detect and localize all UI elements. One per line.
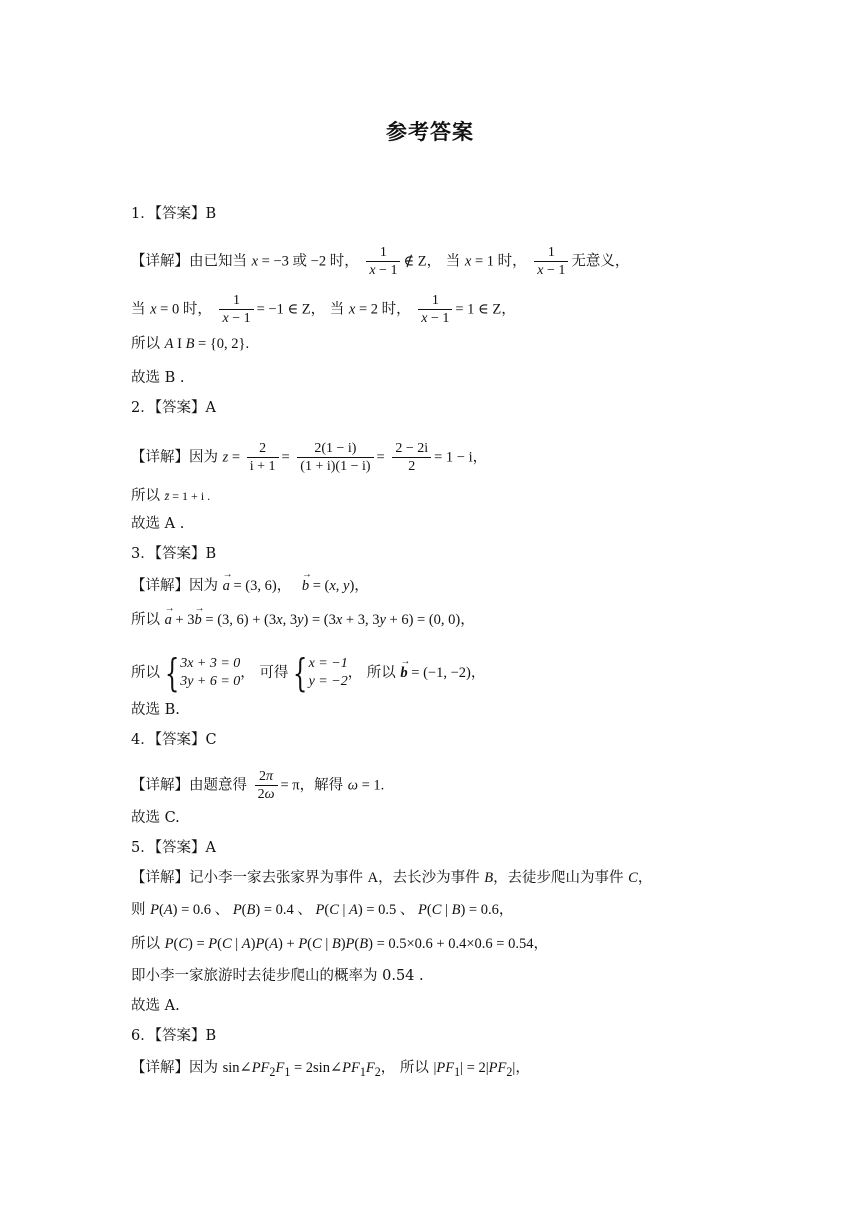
- q1-detail-3: 所以 A I B = {0, 2}.: [131, 336, 250, 352]
- q6-answer: 6．【答案】B: [131, 1028, 217, 1044]
- q2-answer: 2．【答案】A: [131, 400, 216, 416]
- q5-detail-3: 所以 P(C) = P(C | A)P(A) + P(C | B)P(B) = 0.5×0.6 + 0.4×0.6 = 0.54，: [131, 936, 548, 952]
- q4-detail-1: 【详解】由题意得 $\frac{2\pi}{2\omega}$ = π，解得 ω = 1.: [131, 769, 385, 802]
- q3-detail-3: 所以 {3x + 3 = 0 3y + 6 = 0， 可得 {x = −1 y = −2， 所以 b → = (−1, −2)，: [131, 654, 485, 692]
- q2-detail-2: 所以 z̄ = 1 + i .: [131, 488, 211, 504]
- q1-conclusion: 故选 B .: [131, 370, 185, 386]
- q4-answer: 4．【答案】C: [131, 732, 217, 748]
- q2-detail-1: 【详解】因为 z = $\frac{2}{i + 1}$ = $\frac{2(1 - i)}{(1 + i)(1 - i)}$ = $\frac{2 - 2i}{2}$ = 1 − i，: [131, 441, 488, 474]
- q5-conclusion: 故选 A.: [131, 998, 180, 1014]
- q5-detail-4: 即小李一家旅游时去徒步爬山的概率为 0.54 .: [131, 968, 424, 984]
- q3-detail-2: 所以 a → + 3b → = (3, 6) + (3x, 3y) = (3x + 3, 3y + 6) = (0, 0)，: [131, 610, 475, 630]
- q3-conclusion: 故选 B.: [131, 702, 180, 718]
- page-title: 参考答案: [386, 120, 474, 144]
- q5-answer: 5．【答案】A: [131, 840, 216, 856]
- q4-conclusion: 故选 C.: [131, 810, 180, 826]
- q1-detail-2: 当 x = 0 时， $\frac{1}{x - 1}$ = −1 ∈ Z， 当 x = 2 时， $\frac{1}{x - 1}$ = 1 ∈ Z，: [131, 293, 516, 326]
- q6-detail-1: 【详解】因为 $\sin\angle PF_2F_1$ = $2\sin\angle PF_1F_2$， 所以 $|PF_1| = 2|PF_2|$，: [131, 1060, 530, 1079]
- q5-detail-1: 【详解】记小李一家去张家界为事件 A，去长沙为事件 B，去徒步爬山为事件 C，: [131, 870, 653, 886]
- q3-detail-1: 【详解】因为 a → = (3, 6)， b → = (x, y)，: [131, 576, 369, 596]
- q5-detail-2: 则 P(A) = 0.6 、 P(B) = 0.4 、 P(C | A) = 0.5 、 P(C | B) = 0.6，: [131, 902, 514, 918]
- q2-conclusion: 故选 A .: [131, 516, 185, 532]
- q3-answer: 3．【答案】B: [131, 546, 217, 562]
- q1-detail-1: 【详解】由已知当 x = −3 或 −2 时， $\frac{1}{x - 1}$ ∉ Z， 当 x = 1 时， $\frac{1}{x - 1}$ 无意义，: [131, 245, 630, 278]
- q1-answer: 1．【答案】B: [131, 206, 217, 222]
